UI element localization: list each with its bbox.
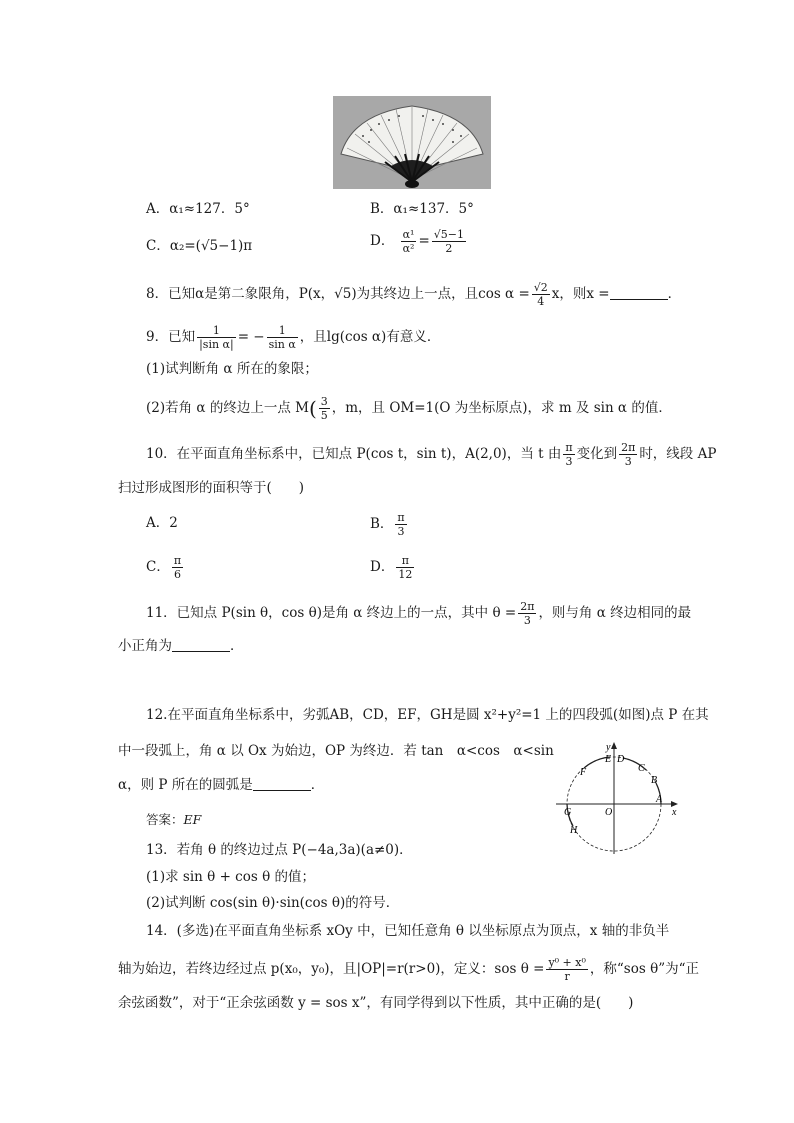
- q10-option-c: C． $\frac{\pi}{6}$: [146, 554, 182, 581]
- label-b: B: [651, 775, 658, 786]
- answer-blank: [172, 638, 230, 652]
- question-12-answer: 答案：EF: [146, 812, 202, 827]
- label-e: E: [605, 754, 612, 765]
- question-12-line-2: 中一段弧上，角 α 以 Ox 为始边，OP 为终边．若 tan α<cos α<sin: [118, 743, 554, 759]
- question-14-line-3: 余弦函数”，对于“正余弦函数 y = sos x”，有同学得到以下性质，其中正确的是( ): [118, 995, 634, 1011]
- label-h: H: [570, 825, 578, 836]
- label-f: F: [580, 767, 587, 778]
- question-11-line-2: 小正角为 ．: [118, 638, 244, 654]
- q7-option-d: D． $\frac{\text{α¹}}{\text{α²}}$ = $\frac{√5-1}{2}$: [370, 228, 465, 255]
- question-13-part-2: (2)试判断 cos(sin θ)·sin(cos θ)的符号．: [146, 895, 400, 911]
- label-d: D: [617, 754, 625, 765]
- question-10: 10．在平面直角坐标系中，已知点 P(cos t，sin t)，A(2,0)，当 t 由 $\frac{\pi}{3}$ 变化到 $\frac{2\pi}{3}$ 时，线段 AP: [146, 441, 717, 468]
- question-9-part-2: (2)若角 α 的终边上一点 M( $\frac{3}{5}$ ，m，且 OM=1(O 为坐标原点)，求 m 及 sin α 的值．: [146, 395, 672, 422]
- label-a: A: [656, 794, 663, 805]
- question-10-line-2: 扫过形成图形的面积等于( ): [118, 480, 305, 496]
- question-11: 11．已知点 P(sin θ，cos θ)是角 α 终边上的一点，其中 θ = $\frac{2\pi}{3}$ ，则与角 α 终边相同的最: [146, 600, 692, 627]
- question-8: 8．已知α是第二象限角，P(x，√5)为其终边上一点，且cos α = $\frac{√2}{4}$ x，则x = ．: [146, 281, 682, 308]
- folding-fan-image: [333, 96, 491, 189]
- question-14: 14．(多选)在平面直角坐标系 xOy 中，已知任意角 θ 以坐标原点为顶点，x 轴的非负半: [146, 923, 670, 939]
- q7-option-a: A．α₁≈127．5°: [146, 201, 250, 217]
- unit-circle-figure: [552, 738, 682, 858]
- q7-option-b: B．α₁≈137．5°: [370, 201, 474, 217]
- question-12: 12.在平面直角坐标系中，劣弧AB，CD，EF，GH是圆 x²+y²=1 上的四段弧(如图)点 P 在其: [146, 707, 709, 723]
- question-13: 13．若角 θ 的终边过点 P(−4a,3a)(a≠0)．: [146, 842, 413, 858]
- question-13-part-1: (1)求 sin θ + cos θ 的值；: [146, 869, 315, 885]
- answer-blank: [610, 286, 668, 300]
- label-g: G: [564, 807, 572, 818]
- q7-option-c: C．α₂=(√5−1)π: [146, 238, 253, 254]
- q10-option-a: A．2: [146, 515, 178, 531]
- q10-option-d: D． $\frac{\pi}{12}$: [370, 554, 413, 581]
- q10-option-b: B． $\frac{\pi}{3}$: [370, 511, 405, 538]
- label-o: O: [605, 807, 613, 818]
- y-axis-arrow: [611, 742, 617, 749]
- label-y: y: [606, 742, 611, 753]
- label-c: C: [638, 763, 645, 774]
- question-14-line-2: 轴为始边，若终边经过点 p(x₀，y₀)，且|OP|=r(r>0)，定义：sos θ = $\frac{\text{y⁰ + x⁰}}{r}$ ，称“sos θ”为“正: [118, 956, 699, 983]
- question-12-line-3: α，则 P 所在的圆弧是 ．: [118, 777, 325, 793]
- label-x: x: [672, 807, 677, 818]
- question-9: 9．已知 $\frac{1}{\text{|sin α|}}$ = − $\frac{1}{\text{sin α}}$ ，且lg(cos α)有意义．: [146, 324, 441, 351]
- question-9-part-1: (1)试判断角 α 所在的象限；: [146, 361, 318, 377]
- answer-blank: [253, 777, 311, 791]
